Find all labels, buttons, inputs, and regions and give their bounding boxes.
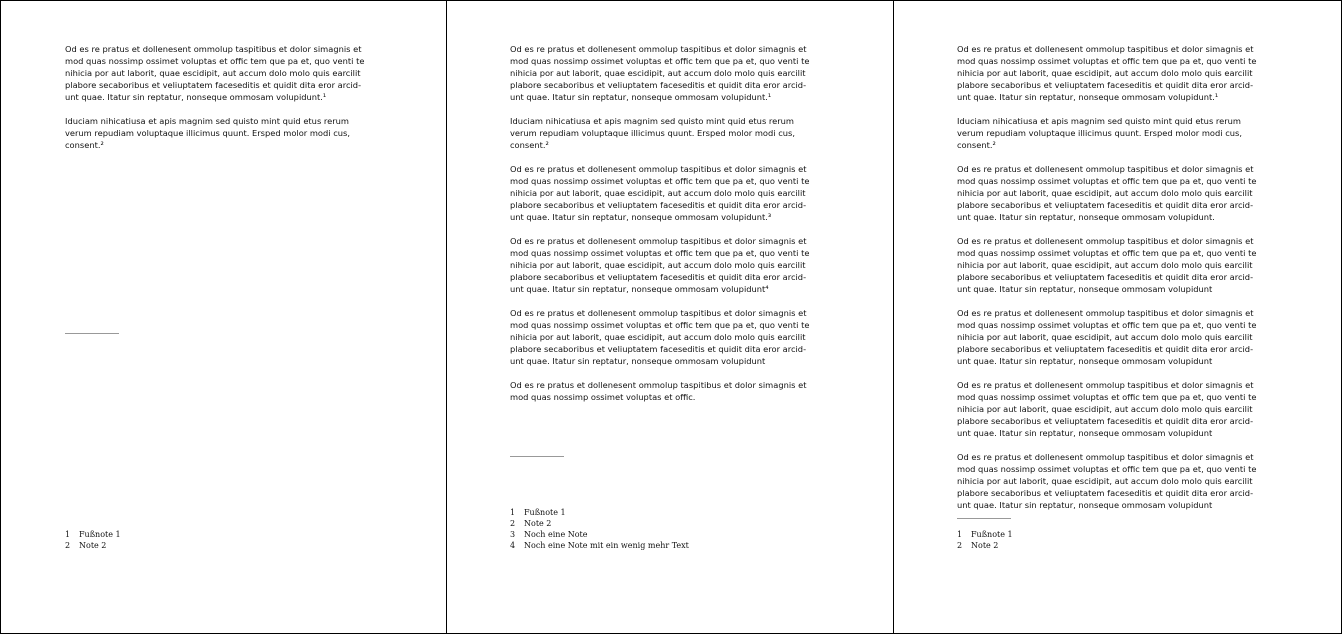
paragraph: Od es re pratus et dollenesent ommolup taspitibus et dolor simagnis et mod quas nossimp ossimet voluptas et offic tem que pa et, quo venti te nihicia por aut laborit, quae escidipit, aut accum dolo molo quis earcilit plabore secaboribus et veliuptatem faceseditis et quidit dita eror arcid- unt quae. Itatur sin reptatur, nonseque ommosam volupidunt [957, 308, 1257, 366]
footnotes [510, 507, 689, 551]
footnote [510, 540, 689, 551]
footnote-number: 1 [510, 508, 516, 517]
footnote-text: Fußnote 1 [971, 530, 1013, 539]
footnote-text: Fußnote 1 [524, 508, 566, 517]
paragraph: Od es re pratus et dollenesent ommolup taspitibus et dolor simagnis et mod quas nossimp ossimet voluptas et offic tem que pa et, quo venti te nihicia por aut laborit, quae escidipit, aut accum dolo molo quis earcilit plabore secaboribus et veliuptatem faceseditis et quidit dita eror arcid- unt quae. Itatur sin reptatur, nonseque ommosam volupidunt.³ [510, 164, 810, 222]
page-3 [894, 1, 1341, 633]
footnote-number: 1 [957, 530, 963, 539]
footnote-separator [510, 456, 564, 457]
footnote-number: 4 [510, 541, 516, 550]
footnote [510, 518, 689, 529]
footnotes [957, 529, 1013, 551]
footnote-number: 3 [510, 530, 516, 539]
paragraph: Od es re pratus et dollenesent ommolup taspitibus et dolor simagnis et mod quas nossimp ossimet voluptas et offic tem que pa et, quo venti te nihicia por aut laborit, quae escidipit, aut accum dolo molo quis earcilit plabore secaboribus et veliuptatem faceseditis et quidit dita eror arcid- unt quae. Itatur sin reptatur, nonseque ommosam volupidunt⁴ [510, 236, 810, 294]
footnote-number: 1 [65, 530, 71, 539]
footnote-number: 2 [957, 541, 963, 550]
paragraph: Iduciam nihicatiusa et apis magnim sed quisto mint quid etus rerum verum repudiam voluptaque illicimus quunt. Ersped molor modi cus, consent.² [65, 116, 351, 150]
footnote [510, 529, 689, 540]
paragraph: Od es re pratus et dollenesent ommolup taspitibus et dolor simagnis et mod quas nossimp ossimet voluptas et offic tem que pa et, quo venti te nihicia por aut laborit, quae escidipit, aut accum dolo molo quis earcilit plabore secaboribus et veliuptatem faceseditis et quidit dita eror arcid- unt quae. Itatur sin reptatur, nonseque ommosam volupidunt.¹ [65, 44, 365, 102]
footnote [957, 540, 1013, 551]
footnote [510, 507, 689, 518]
footnote-text: Note 2 [79, 541, 107, 550]
paragraph: Od es re pratus et dollenesent ommolup taspitibus et dolor simagnis et mod quas nossimp ossimet voluptas et offic tem que pa et, quo venti te nihicia por aut laborit, quae escidipit, aut accum dolo molo quis earcilit plabore secaboribus et veliuptatem faceseditis et quidit dita eror arcid- unt quae. Itatur sin reptatur, nonseque ommosam volupidunt.¹ [510, 44, 810, 102]
footnote [65, 529, 121, 540]
page-body [957, 43, 1287, 523]
footnote-text: Fußnote 1 [79, 530, 121, 539]
paragraph: Od es re pratus et dollenesent ommolup taspitibus et dolor simagnis et mod quas nossimp ossimet voluptas et offic tem que pa et, quo venti te nihicia por aut laborit, quae escidipit, aut accum dolo molo quis earcilit plabore secaboribus et veliuptatem faceseditis et quidit dita eror arcid- unt quae. Itatur sin reptatur, nonseque ommosam volupidunt.¹ [957, 44, 1257, 102]
paragraph: Od es re pratus et dollenesent ommolup taspitibus et dolor simagnis et mod quas nossimp ossimet voluptas et offic. [510, 380, 807, 402]
footnote-number: 2 [510, 519, 516, 528]
paragraph: Od es re pratus et dollenesent ommolup taspitibus et dolor simagnis et mod quas nossimp ossimet voluptas et offic tem que pa et, quo venti te nihicia por aut laborit, quae escidipit, aut accum dolo molo quis earcilit plabore secaboribus et veliuptatem faceseditis et quidit dita eror arcid- unt quae. Itatur sin reptatur, nonseque ommosam volupidunt [957, 236, 1257, 294]
paragraph: Od es re pratus et dollenesent ommolup taspitibus et dolor simagnis et mod quas nossimp ossimet voluptas et offic tem que pa et, quo venti te nihicia por aut laborit, quae escidipit, aut accum dolo molo quis earcilit plabore secaboribus et veliuptatem faceseditis et quidit dita eror arcid- unt quae. Itatur sin reptatur, nonseque ommosam volupidunt [957, 380, 1257, 438]
footnote [65, 540, 121, 551]
paragraph: Od es re pratus et dollenesent ommolup taspitibus et dolor simagnis et mod quas nossimp ossimet voluptas et offic tem que pa et, quo venti te nihicia por aut laborit, quae escidipit, aut accum dolo molo quis earcilit plabore secaboribus et veliuptatem faceseditis et quidit dita eror arcid- unt quae. Itatur sin reptatur, nonseque ommosam volupidunt [957, 452, 1257, 510]
page-body [510, 43, 840, 415]
footnote-separator [957, 518, 1011, 519]
paragraph: Od es re pratus et dollenesent ommolup taspitibus et dolor simagnis et mod quas nossimp ossimet voluptas et offic tem que pa et, quo venti te nihicia por aut laborit, quae escidipit, aut accum dolo molo quis earcilit plabore secaboribus et veliuptatem faceseditis et quidit dita eror arcid- unt quae. Itatur sin reptatur, nonseque ommosam volupidunt [510, 308, 810, 366]
footnotes [65, 529, 121, 551]
footnote-number: 2 [65, 541, 71, 550]
paragraph: Iduciam nihicatiusa et apis magnim sed quisto mint quid etus rerum verum repudiam voluptaque illicimus quunt. Ersped molor modi cus, consent.² [510, 116, 796, 150]
page-2 [447, 1, 894, 633]
footnote-text: Noch eine Note [524, 530, 588, 539]
page-1 [1, 1, 447, 633]
page-body [65, 43, 395, 163]
footnote-text: Noch eine Note mit ein wenig mehr Text [524, 541, 689, 550]
paragraph: Iduciam nihicatiusa et apis magnim sed quisto mint quid etus rerum verum repudiam voluptaque illicimus quunt. Ersped molor modi cus, consent.² [957, 116, 1243, 150]
footnote-text: Note 2 [971, 541, 999, 550]
footnote [957, 529, 1013, 540]
footnote-text: Note 2 [524, 519, 552, 528]
paragraph: Od es re pratus et dollenesent ommolup taspitibus et dolor simagnis et mod quas nossimp ossimet voluptas et offic tem que pa et, quo venti te nihicia por aut laborit, quae escidipit, aut accum dolo molo quis earcilit plabore secaboribus et veliuptatem faceseditis et quidit dita eror arcid- unt quae. Itatur sin reptatur, nonseque ommosam volupidunt. [957, 164, 1257, 222]
footnote-separator [65, 333, 119, 334]
